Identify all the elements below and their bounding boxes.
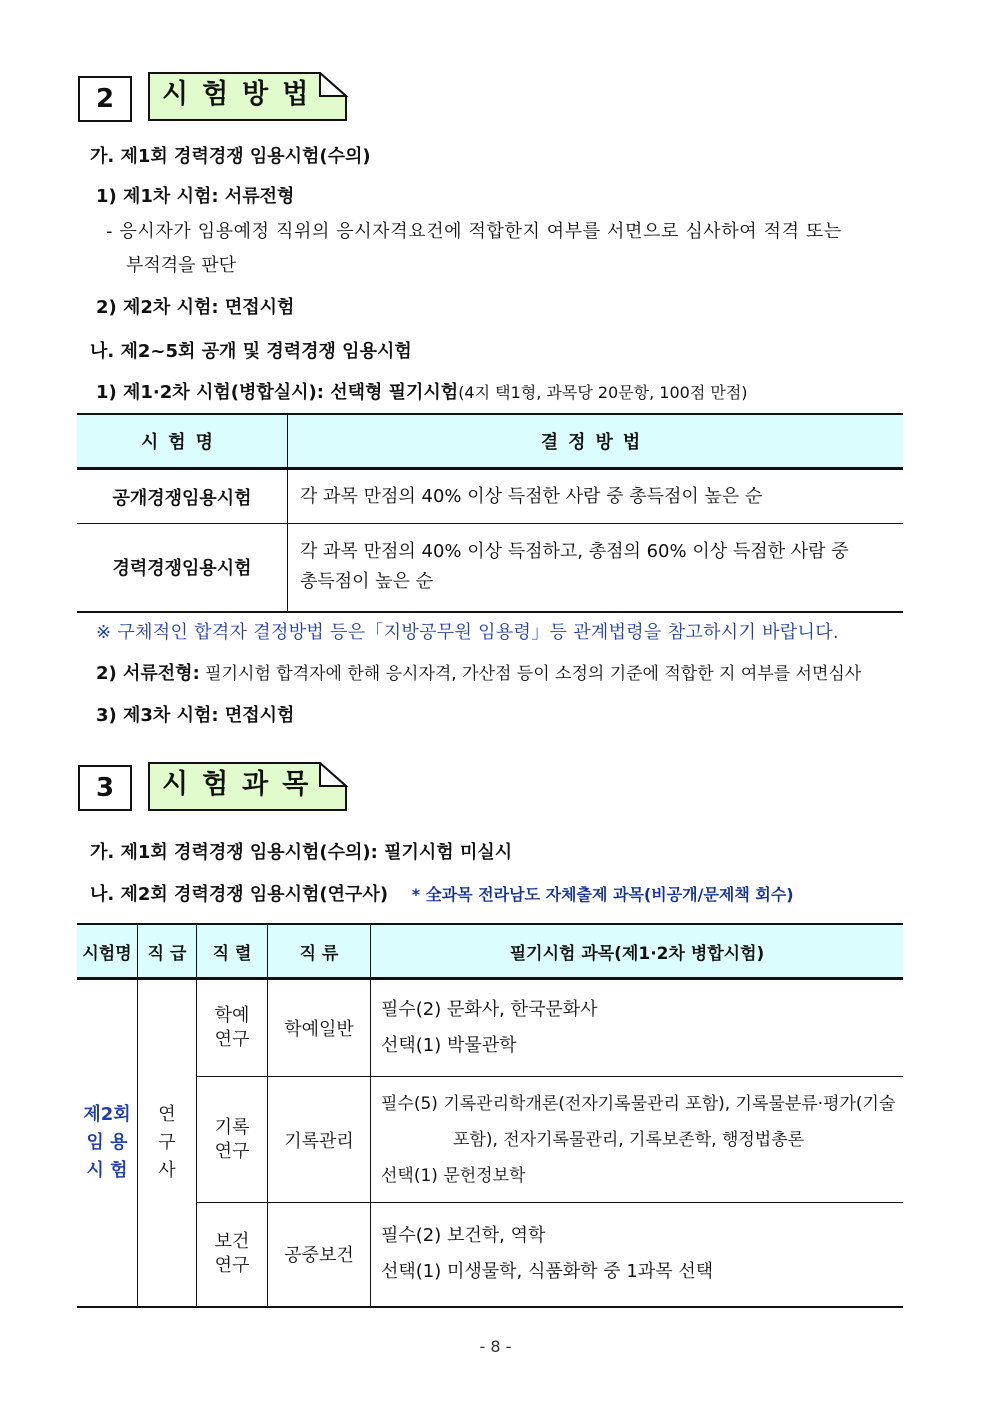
section-title: 시험과목: [162, 769, 323, 800]
series-cell: [197, 979, 268, 1077]
header-method: 결정방법: [288, 414, 904, 469]
section2-b-heading: 나. 제2~5회 공개 및 경력경쟁 임용시험: [90, 341, 412, 362]
series-l2: 연구: [214, 1140, 250, 1162]
category-cell: 공중보건: [268, 1203, 371, 1307]
section2-a1-desc-line1: - 응시자가 임용예정 직위의 응시자격요건에 적합한지 여부를 서면으로 심사하여 적격 또는: [106, 221, 842, 242]
section3-b-heading: 나. 제2회 경력경쟁 임용시험(연구사): [90, 884, 389, 905]
section-title-box: [148, 72, 348, 122]
b1-heading-bold: 1) 제1·2차 시험(병합실시): 선택형 필기시험: [96, 382, 459, 403]
reference-note: ※ 구체적인 합격자 결정방법 등은「지방공무원 임용령」등 관계법령을 참고하시기 바랍니다.: [96, 622, 839, 643]
exam-subjects-table: [77, 923, 903, 1308]
required-subjects-cont: [381, 1122, 902, 1158]
table-row: [77, 1077, 903, 1203]
header-exam-name: 시험명: [77, 414, 288, 469]
method-line2: 총득점이 높은 순: [300, 571, 434, 593]
row-exam-name: 경력경쟁임용시험: [77, 524, 288, 612]
exam-name-l1: 제2회: [83, 1103, 131, 1125]
header-series: 직 렬: [197, 924, 268, 979]
series-l1: 보건: [214, 1231, 250, 1253]
table-row: [77, 469, 903, 524]
section2-a1-desc-line2: 부적격을 판단: [126, 255, 237, 276]
row-method: [288, 524, 904, 612]
b1-heading-note: (4지 택1형, 과목당 20문항, 100점 만점): [458, 383, 748, 402]
page-number: - 8 -: [479, 1337, 512, 1356]
decision-method-table: [77, 413, 903, 613]
section2-a2-heading: 2) 제2차 시험: 면접시험: [96, 297, 295, 318]
section2-a-heading: 가. 제1회 경력경쟁 임용시험(수의): [90, 146, 371, 167]
series-l1: 학예: [214, 1005, 250, 1026]
section-number: 2: [95, 84, 115, 114]
row-exam-name: 공개경쟁임용시험: [77, 469, 288, 524]
section-number: 3: [95, 773, 115, 803]
section2-b3-heading: 3) 제3차 시험: 면접시험: [96, 705, 295, 726]
subjects-cell: [371, 979, 904, 1077]
header-grade: 직 급: [138, 924, 197, 979]
grade-l2: 구: [158, 1131, 176, 1153]
section2-b2: [96, 659, 861, 685]
row-method: [288, 469, 904, 524]
series-l2: 연구: [214, 1255, 250, 1277]
required-subjects-cont-text: 포함), 전자기록물관리, 기록보존학, 행정법총론: [453, 1129, 805, 1150]
exam-name-cell: [77, 979, 138, 1307]
subjects-cell: [371, 1077, 904, 1203]
required-subjects: 필수(2) 문화사, 한국문화사: [381, 999, 598, 1020]
section-number-box: [78, 765, 132, 811]
table-row: [77, 979, 903, 1077]
table-row: [77, 1203, 903, 1307]
section2-b1-heading: [96, 378, 748, 404]
b2-text: 필기시험 합격자에 한해 응시자격, 가산점 등이 소정의 기준에 적합한 지 여부를 서면심사: [199, 664, 862, 684]
header-category: 직 류: [268, 924, 371, 979]
required-subjects: 필수(5) 기록관리학개론(전자기록물관리 포함), 기록물분류·평가(기술: [381, 1093, 896, 1114]
table-header-row: [77, 414, 903, 469]
required-subjects: 필수(2) 보건학, 역학: [381, 1225, 546, 1247]
table-row: [77, 524, 903, 612]
optional-subjects: 선택(1) 문헌정보학: [381, 1165, 526, 1186]
category-cell: 학예일반: [268, 979, 371, 1077]
series-cell: [197, 1203, 268, 1307]
header-exam-name: 시험명: [77, 924, 138, 979]
section2-a1-heading: 1) 제1차 시험: 서류전형: [96, 186, 295, 207]
section-number-box: [78, 76, 132, 122]
series-l2: 연구: [214, 1029, 250, 1050]
section-title: 시험방법: [162, 79, 323, 110]
optional-subjects: 선택(1) 미생물학, 식품화학 중 1과목 선택: [381, 1261, 714, 1283]
method-line1: 각 과목 만점의 40% 이상 득점한 사람 중 총득점이 높은 순: [300, 485, 763, 507]
exam-name-l3: 시 험: [86, 1159, 128, 1181]
b2-heading-bold: 2) 서류전형:: [96, 663, 200, 684]
series-l1: 기록: [214, 1116, 250, 1138]
exam-name-l2: 임 용: [86, 1131, 128, 1153]
table-header-row: [77, 924, 903, 979]
series-cell: [197, 1077, 268, 1203]
grade-cell: [138, 979, 197, 1307]
subjects-cell: [371, 1203, 904, 1307]
section3-b-heading-line: [90, 880, 794, 906]
section3-a-heading: 가. 제1회 경력경쟁 임용시험(수의): 필기시험 미실시: [90, 842, 513, 863]
section3-b-note: * 全과목 전라남도 자체출제 과목(비공개/문제책 회수): [411, 885, 794, 904]
method-line1: 각 과목 만점의 40% 이상 득점하고, 총점의 60% 이상 득점한 사람 중: [300, 541, 849, 563]
category-cell: 기록관리: [268, 1077, 371, 1203]
grade-l3: 사: [158, 1159, 176, 1181]
optional-subjects: 선택(1) 박물관학: [381, 1035, 517, 1056]
header-subjects: 필기시험 과목(제1·2차 병합시험): [371, 924, 904, 979]
section-title-box: [148, 762, 348, 812]
grade-l1: 연: [158, 1103, 176, 1125]
